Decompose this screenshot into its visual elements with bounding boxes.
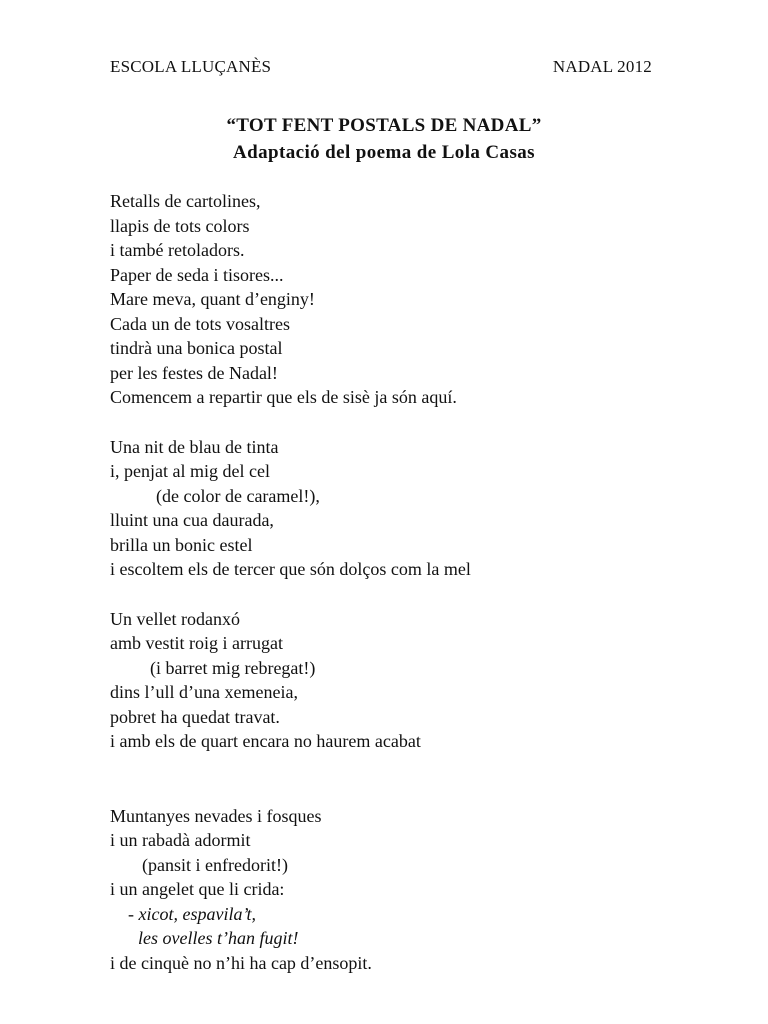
stanza-4	[110, 804, 750, 976]
poem-line: per les festes de Nadal!	[110, 362, 278, 383]
poem-line: les ovelles t’han fugit!	[138, 928, 299, 948]
poem-line: i també retoladors.	[110, 240, 245, 260]
poem-line: brilla un bonic estel	[110, 534, 253, 555]
stanza-3	[110, 607, 750, 754]
poem-line: i amb els de quart encara no haurem acabat	[110, 731, 421, 751]
poem-line: i, penjat al mig del cel	[110, 461, 270, 481]
poem-line: Muntanyes nevades i fosques	[110, 805, 322, 826]
poem-line: tindrà una bonica postal	[110, 338, 283, 358]
stanza-gap	[110, 754, 750, 804]
poem-subtitle: Adaptació del poema de Lola Casas	[233, 142, 535, 163]
poem-body	[110, 189, 750, 975]
poem-line	[110, 902, 750, 927]
poem-line: lluint una cua daurada,	[110, 510, 274, 530]
dialogue-text: xicot, espavila’t,	[138, 903, 256, 924]
poem-line: i de cinquè no n’hi ha cap d’ensopit.	[110, 952, 372, 973]
poem-line: Una nit de blau de tinta	[110, 436, 279, 457]
poem-line: i un angelet que li crida:	[110, 879, 285, 899]
poem-line: (de color de caramel!),	[156, 485, 320, 506]
poem-line: i escoltem els de tercer que són dolços com la mel	[110, 559, 471, 579]
dialogue-dash: -	[128, 903, 139, 924]
poem-line: Retalls de cartolines,	[110, 191, 261, 211]
poem-line: Cada un de tots vosaltres	[110, 313, 290, 334]
school-name: ESCOLA LLUÇANÈS	[110, 57, 272, 76]
poem-title: “TOT FENT POSTALS DE NADAL”	[226, 115, 542, 136]
poem-line: dins l’ull d’una xemeneia,	[110, 682, 298, 702]
poem-line: Un vellet rodanxó	[110, 608, 240, 629]
stanza-2	[110, 435, 750, 582]
poem-line: amb vestit roig i arrugat	[110, 633, 283, 653]
poem-line: llapis de tots colors	[110, 215, 250, 236]
poem-line: (pansit i enfredorit!)	[142, 854, 288, 875]
poem-line: Paper de seda i tisores...	[110, 264, 284, 285]
stanza-1	[110, 189, 750, 410]
poem-line: pobret ha quedat travat.	[110, 706, 280, 727]
poem-line: i un rabadà adormit	[110, 830, 251, 850]
poem-line: Mare meva, quant d’enginy!	[110, 289, 315, 309]
stanza-gap	[110, 410, 750, 435]
poem-line: (i barret mig rebregat!)	[150, 657, 316, 678]
stanza-gap	[110, 582, 750, 607]
header-date: NADAL 2012	[552, 57, 652, 76]
poem-line: Comencem a repartir que els de sisè ja són aquí.	[110, 387, 457, 407]
